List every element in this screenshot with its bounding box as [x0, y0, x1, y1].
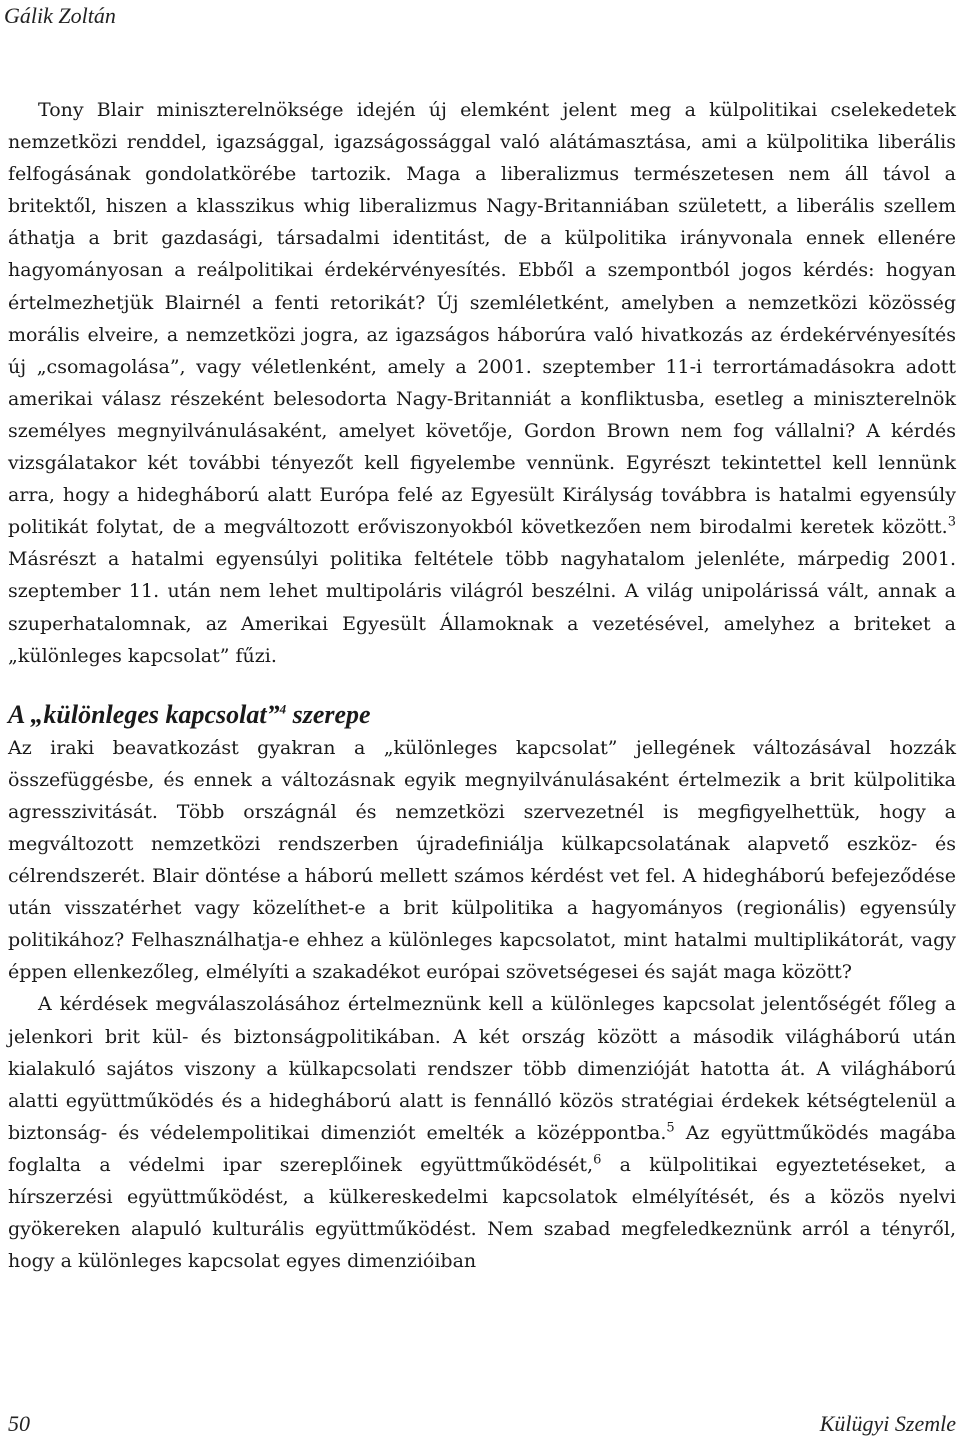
running-head-author: Gálik Zoltán	[4, 3, 116, 28]
paragraph-3-text-a: A kérdések megválaszolásához értelmeznünk kell a különleges kapcsolat jelentőségét főleg a jelenkori brit kül- és biztonságpolitikában. A két ország között a második világháború után kialakuló sajátos viszony a külkapcsolati rendszer több dimenzióját hatotta át. A világháború alatti együttműködés és a hidegháború alatt is fennálló közös stratégiai érdekek kétségtelenül a biztonság- és védelempolitikai dimenziót emelték a középpontba.	[8, 993, 956, 1144]
paragraph-1-text-a: Tony Blair miniszterelnöksége idején új elemként jelent meg a külpolitikai cselekedetek nemzetközi renddel, igazsággal, igazságossággal való alátámasztása, ami a külpolitika liberális felfogásának gondolatkörébe tartozik. Maga a liberalizmus természetesen nem áll távol a britektől, hiszen a klasszikus whig liberalizmus Nagy-Britanniában született, a liberális szellem áthatja a brit gazdasági, társadalmi identitást, de a külpolitika irányvonala ennek ellenére hagyományosan a reálpolitikai érdekérvényesítés. Ebből a szempontból jogos kérdés: hogyan értelmezhetjük Blairnél a fenti retorikát? Új szemléletként, amelyben a nemzetközi közösség morális elveire, a nemzetközi jogra, az igazságos háborúra való hivatkozás az érdekérvényesítés új „csomagolása”, vagy véletlenként, amely a 2001. szeptember 11-i terrortámadásokra adott amerikai válasz részeként belesodorta Nagy-Britanniát a konfliktusba, esetleg a miniszterelnök személyes megnyilvánulásaként, amelyet követője, Gordon Brown nem fog vállalni? A kérdés vizsgálatakor két további tényezőt kell figyelembe vennünk. Egyrészt tekintettel kell lennünk arra, hogy a hidegháború alatt Európa felé az Egyesült Királyság továbbra is hatalmi egyensúly politikát folytat, de a megváltozott erőviszonyokból következően nem birodalmi keretek között.	[8, 99, 956, 539]
paragraph-3	[8, 988, 956, 1277]
article-body	[8, 94, 956, 1277]
paragraph-3-text-c: a külpolitikai egyeztetéseket, a hírszerzési együttműködést, a külkereskedelmi kapcsolatok elmélyítését, és a közös nyelvi gyökereken alapuló kulturális együttműködést. Nem szabad megfeledkeznünk arról a tényről, hogy a különleges kapcsolat egyes dimenzióiban	[8, 1153, 956, 1273]
paragraph-1-text-b: Másrészt a hatalmi egyensúlyi politika feltétele több nagyhatalom jelenléte, márpedig 2001. szeptember 11. után nem lehet multipoláris világról beszélni. A világ unipolárissá vált, annak a szuperhatalomnak, az Amerikai Egyesült Államoknak a vezetésével, amelyhez a briteket a „különleges kapcsolat” fűzi.	[8, 548, 956, 667]
section-heading-text: A „különleges kapcsolat”	[8, 699, 280, 729]
section-heading-text-end: szerepe	[286, 699, 371, 729]
footnote-ref-5[interactable]: 5	[666, 1120, 675, 1136]
section-heading	[8, 700, 956, 730]
journal-title: Külügyi Szemle	[819, 1411, 956, 1436]
footnote-ref-6[interactable]: 6	[593, 1152, 602, 1168]
page-number: 50	[8, 1411, 30, 1436]
paragraph-1	[8, 94, 956, 672]
footnote-ref-4[interactable]: 4	[279, 701, 287, 717]
paragraph-2: Az iraki beavatkozást gyakran a „különleges kapcsolat” jellegének változásával hozzák összefüggésbe, és ennek a változásnak egyik megnyilvánulásaként értelmezik a brit külpolitika agresszivitását. Több országnál és nemzetközi szervezetnél is megfigyelhettük, hogy a megváltozott nemzetközi rendszerben újradefiniálja külkapcsolatának alapvető eszköz- és célrendszerét. Blair döntése a háború mellett számos kérdést vet fel. A hidegháború befejeződése után visszatérhet vagy közelíthet-e a brit külpolitika a hagyományos (regionális) egyensúly politikához? Felhasználhatja-e ehhez a különleges kapcsolatot, mint hatalmi multiplikátorát, vagy éppen ellenkezőleg, elmélyíti a szakadékot európai szövetségesei és saját maga között?	[8, 736, 956, 984]
paragraph-3-text-b: Az együttműködés magába foglalta a védelmi ipar szereplőinek együttműködését,	[8, 1121, 957, 1176]
footnote-ref-3[interactable]: 3	[947, 514, 956, 530]
